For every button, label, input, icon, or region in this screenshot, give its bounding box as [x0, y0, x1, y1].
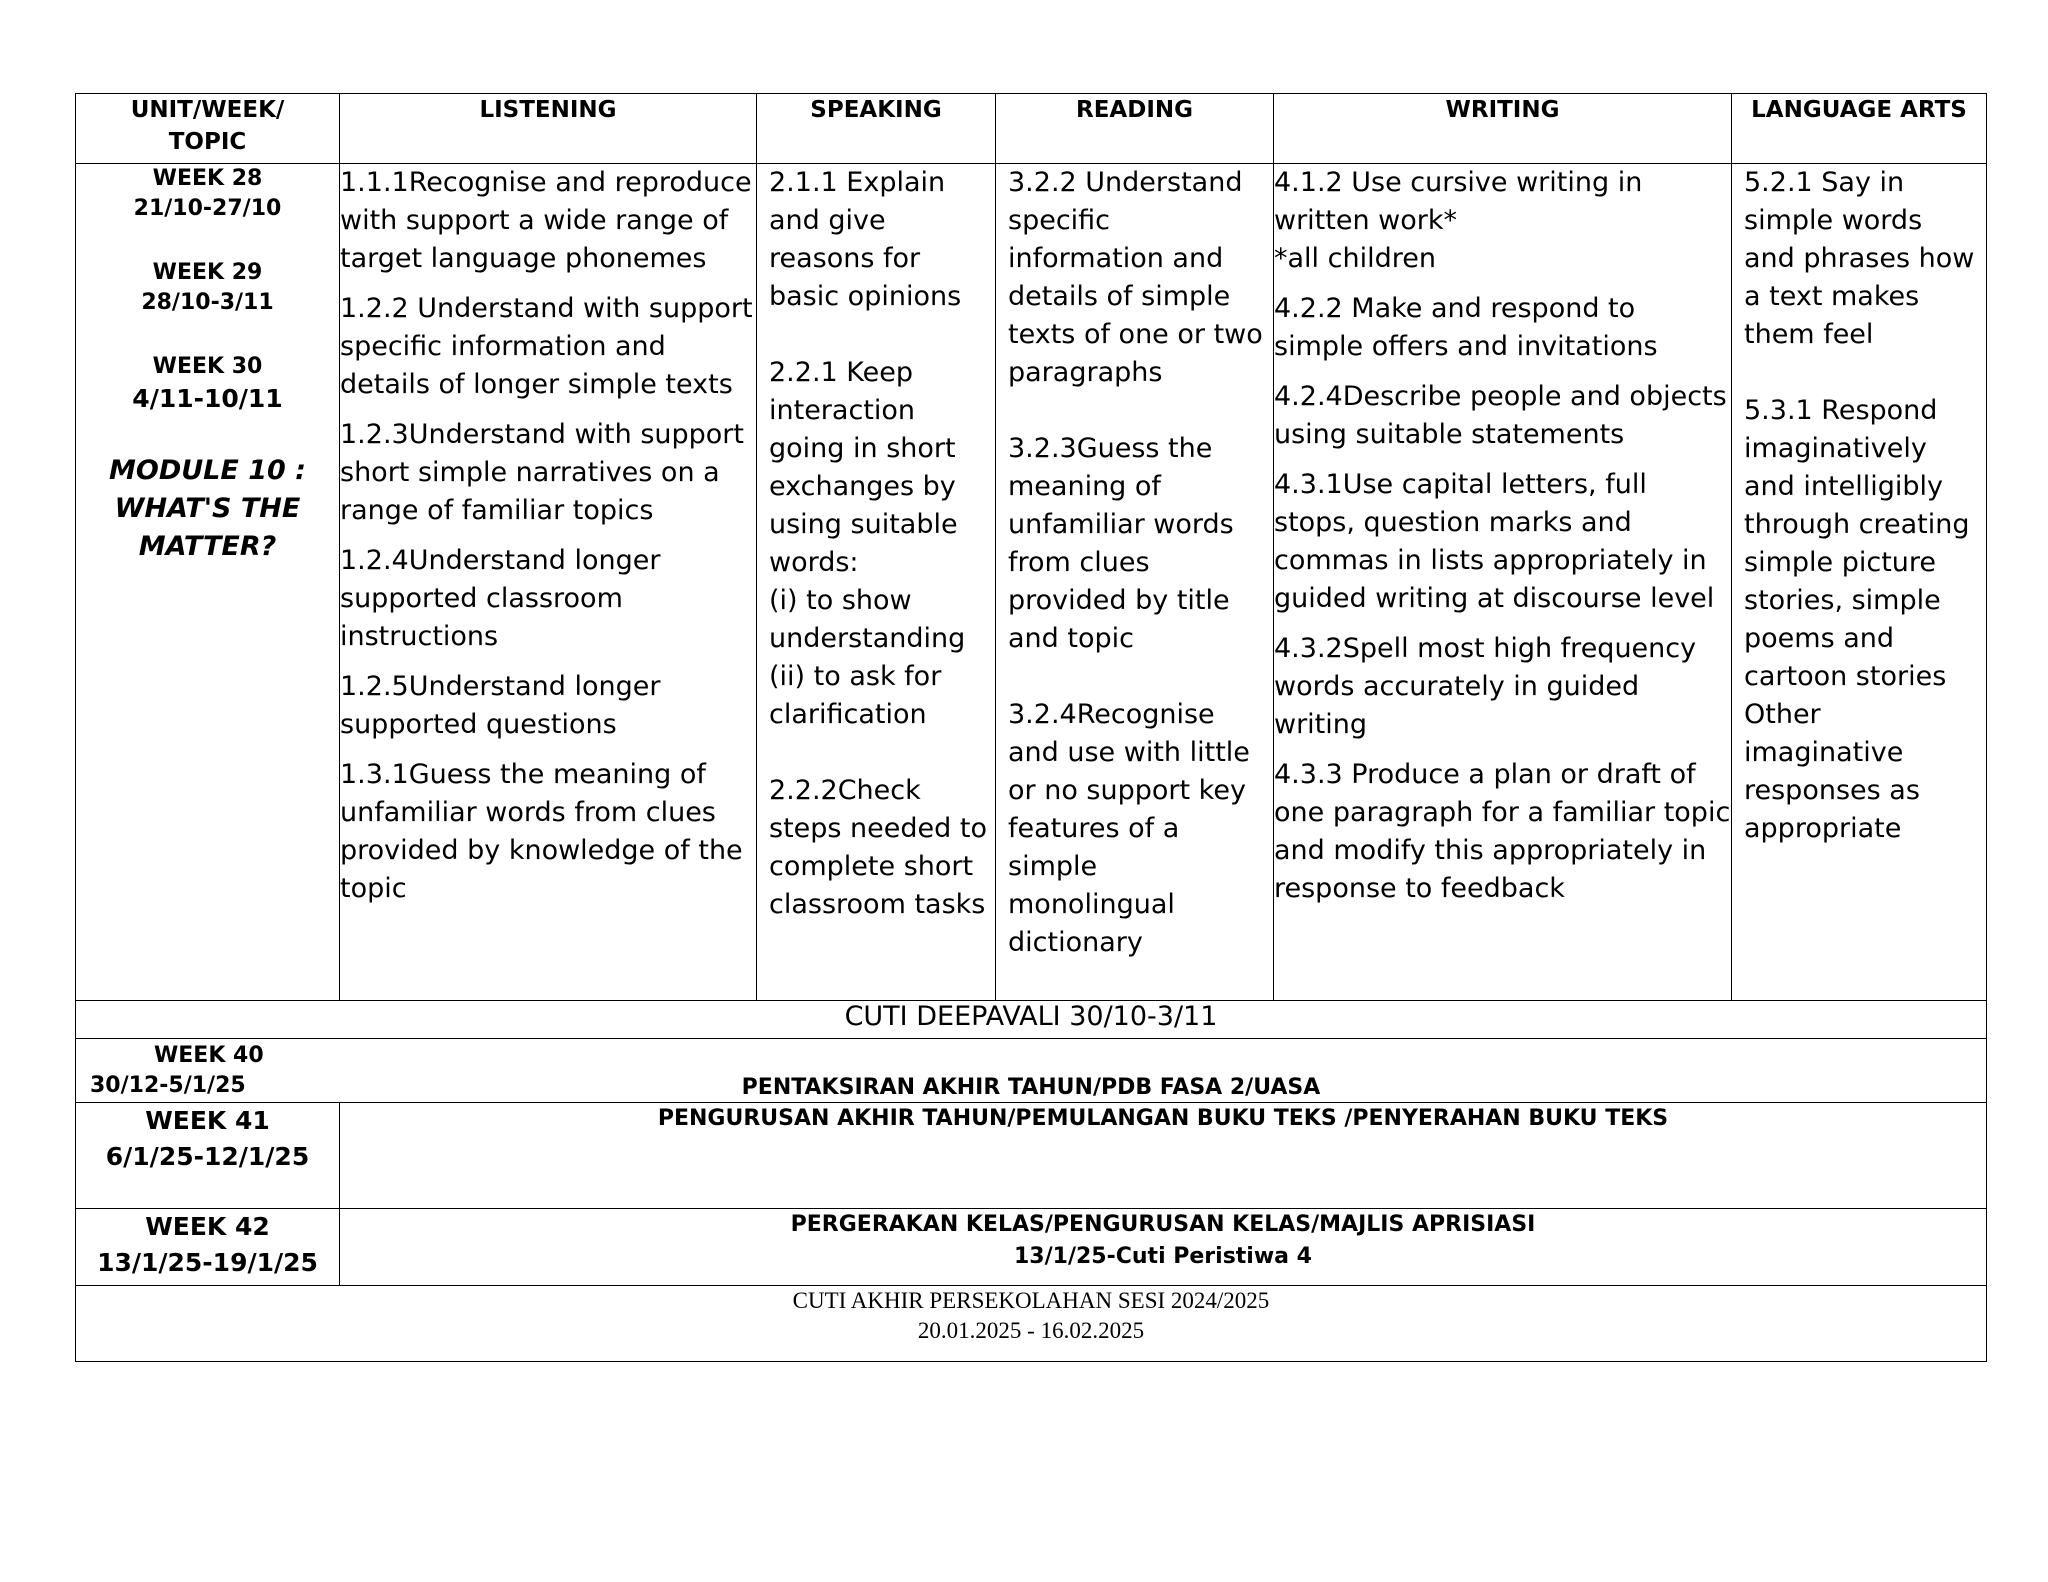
language-arts-cell — [1732, 164, 1987, 1001]
week42-activity-line1: PERGERAKAN KELAS/PENGURUSAN KELAS/MAJLIS APRISIASI — [790, 1212, 1536, 1237]
week42-dates: 13/1/25-19/1/25 — [97, 1248, 318, 1277]
deepavali-row — [76, 1001, 1987, 1039]
header-language-arts: LANGUAGE ARTS — [1732, 94, 1987, 164]
week41-cell — [76, 1103, 340, 1209]
module-title: MODULE 10 : WHAT'S THE MATTER? — [109, 455, 306, 562]
week42-row — [76, 1209, 1987, 1286]
week29-dates: 28/10-3/11 — [141, 290, 274, 315]
header-speaking: SPEAKING — [757, 94, 996, 164]
listening-item: 1.3.1Guess the meaning of unfamiliar words from clues provided by knowledge of the topic — [340, 759, 743, 904]
writing-item: 4.3.2Spell most high frequency words accurately in guided writing — [1274, 633, 1697, 740]
header-listening: LISTENING — [340, 94, 757, 164]
module-row — [76, 164, 1987, 1001]
writing-item: 4.2.2 Make and respond to simple offers and invitations — [1274, 293, 1658, 362]
week42-label: WEEK 42 — [145, 1212, 270, 1241]
listening-item: 1.2.2 Understand with support specific information and details of longer simple texts — [340, 293, 753, 400]
listening-item: 1.2.3Understand with support short simple narratives on a range of familiar topics — [340, 419, 744, 526]
week29-label: WEEK 29 — [152, 260, 263, 285]
week28-label: WEEK 28 — [152, 166, 263, 191]
writing-item: 4.1.2 Use cursive writing in written work* *all children — [1274, 167, 1643, 274]
reading-item: 3.2.4Recognise and use with little or no support key features of a simple monolingual dictionary — [1008, 699, 1250, 958]
reading-cell — [996, 164, 1274, 1001]
speaking-cell — [757, 164, 996, 1001]
week40-dates: 30/12-5/1/25 — [90, 1073, 246, 1098]
speaking-item: 2.2.1 Keep interaction going in short exchanges by using suitable words: (i) to show understanding (ii) to ask for clarification — [769, 357, 966, 730]
reading-item: 3.2.2 Understand specific information and details of simple texts of one or two paragraphs — [1008, 167, 1263, 388]
header-row — [76, 94, 1987, 164]
listening-item: 1.2.5Understand longer supported questions — [340, 671, 661, 740]
week40-activity: PENTAKSIRAN AKHIR TAHUN/PDB FASA 2/UASA — [741, 1075, 1321, 1100]
deepavali-holiday: CUTI DEEPAVALI 30/10-3/11 — [76, 1001, 1987, 1039]
speaking-item: 2.1.1 Explain and give reasons for basic opinions — [769, 167, 962, 312]
week40-cell — [76, 1039, 1987, 1103]
final-holiday-title: CUTI AKHIR PERSEKOLAHAN SESI 2024/2025 — [792, 1288, 1270, 1313]
reading-item: 3.2.3Guess the meaning of unfamiliar words from clues provided by title and topic — [1008, 433, 1234, 654]
week30-dates: 4/11-10/11 — [132, 384, 283, 413]
writing-item: 4.3.1Use capital letters, full stops, question marks and commas in lists appropriately in guided writing at discourse level — [1274, 469, 1715, 614]
listening-cell — [340, 164, 757, 1001]
writing-item: 4.3.3 Produce a plan or draft of one paragraph for a familiar topic and modify this appropriately in response to feedback — [1274, 759, 1731, 904]
week28-dates: 21/10-27/10 — [133, 196, 282, 221]
week42-activity-line2: 13/1/25-Cuti Peristiwa 4 — [1014, 1244, 1312, 1269]
week42-activity — [340, 1209, 1987, 1286]
final-holiday-dates: 20.01.2025 - 16.02.2025 — [917, 1318, 1145, 1343]
week41-dates: 6/1/25-12/1/25 — [105, 1142, 310, 1171]
header-writing: WRITING — [1274, 94, 1732, 164]
language-arts-item: 5.3.1 Respond imaginatively and intelligibly through creating simple picture stories, simple poems and cartoon stories Other imaginative responses as appropriate — [1744, 395, 1970, 844]
writing-cell — [1274, 164, 1732, 1001]
listening-item: 1.1.1Recognise and reproduce with support a wide range of target language phonemes — [340, 167, 752, 274]
week42-cell — [76, 1209, 340, 1286]
header-topic: UNIT/WEEK/ TOPIC — [76, 94, 340, 164]
listening-item: 1.2.4Understand longer supported classroom instructions — [340, 545, 661, 652]
final-holiday-row — [76, 1286, 1987, 1362]
week40-label: WEEK 40 — [154, 1043, 264, 1068]
week30-label: WEEK 30 — [152, 354, 263, 379]
week41-label: WEEK 41 — [145, 1106, 270, 1135]
header-reading: READING — [996, 94, 1274, 164]
week41-activity: PENGURUSAN AKHIR TAHUN/PEMULANGAN BUKU TEKS /PENYERAHAN BUKU TEKS — [340, 1103, 1987, 1209]
lesson-plan-table — [75, 93, 1987, 1362]
week41-row — [76, 1103, 1987, 1209]
final-holiday-cell — [76, 1286, 1987, 1362]
topic-cell — [76, 164, 340, 1001]
writing-item: 4.2.4Describe people and objects using suitable statements — [1274, 381, 1727, 450]
language-arts-item: 5.2.1 Say in simple words and phrases how a text makes them feel — [1744, 167, 1975, 350]
week40-row — [76, 1039, 1987, 1103]
speaking-item: 2.2.2Check steps needed to complete short classroom tasks — [769, 775, 987, 920]
